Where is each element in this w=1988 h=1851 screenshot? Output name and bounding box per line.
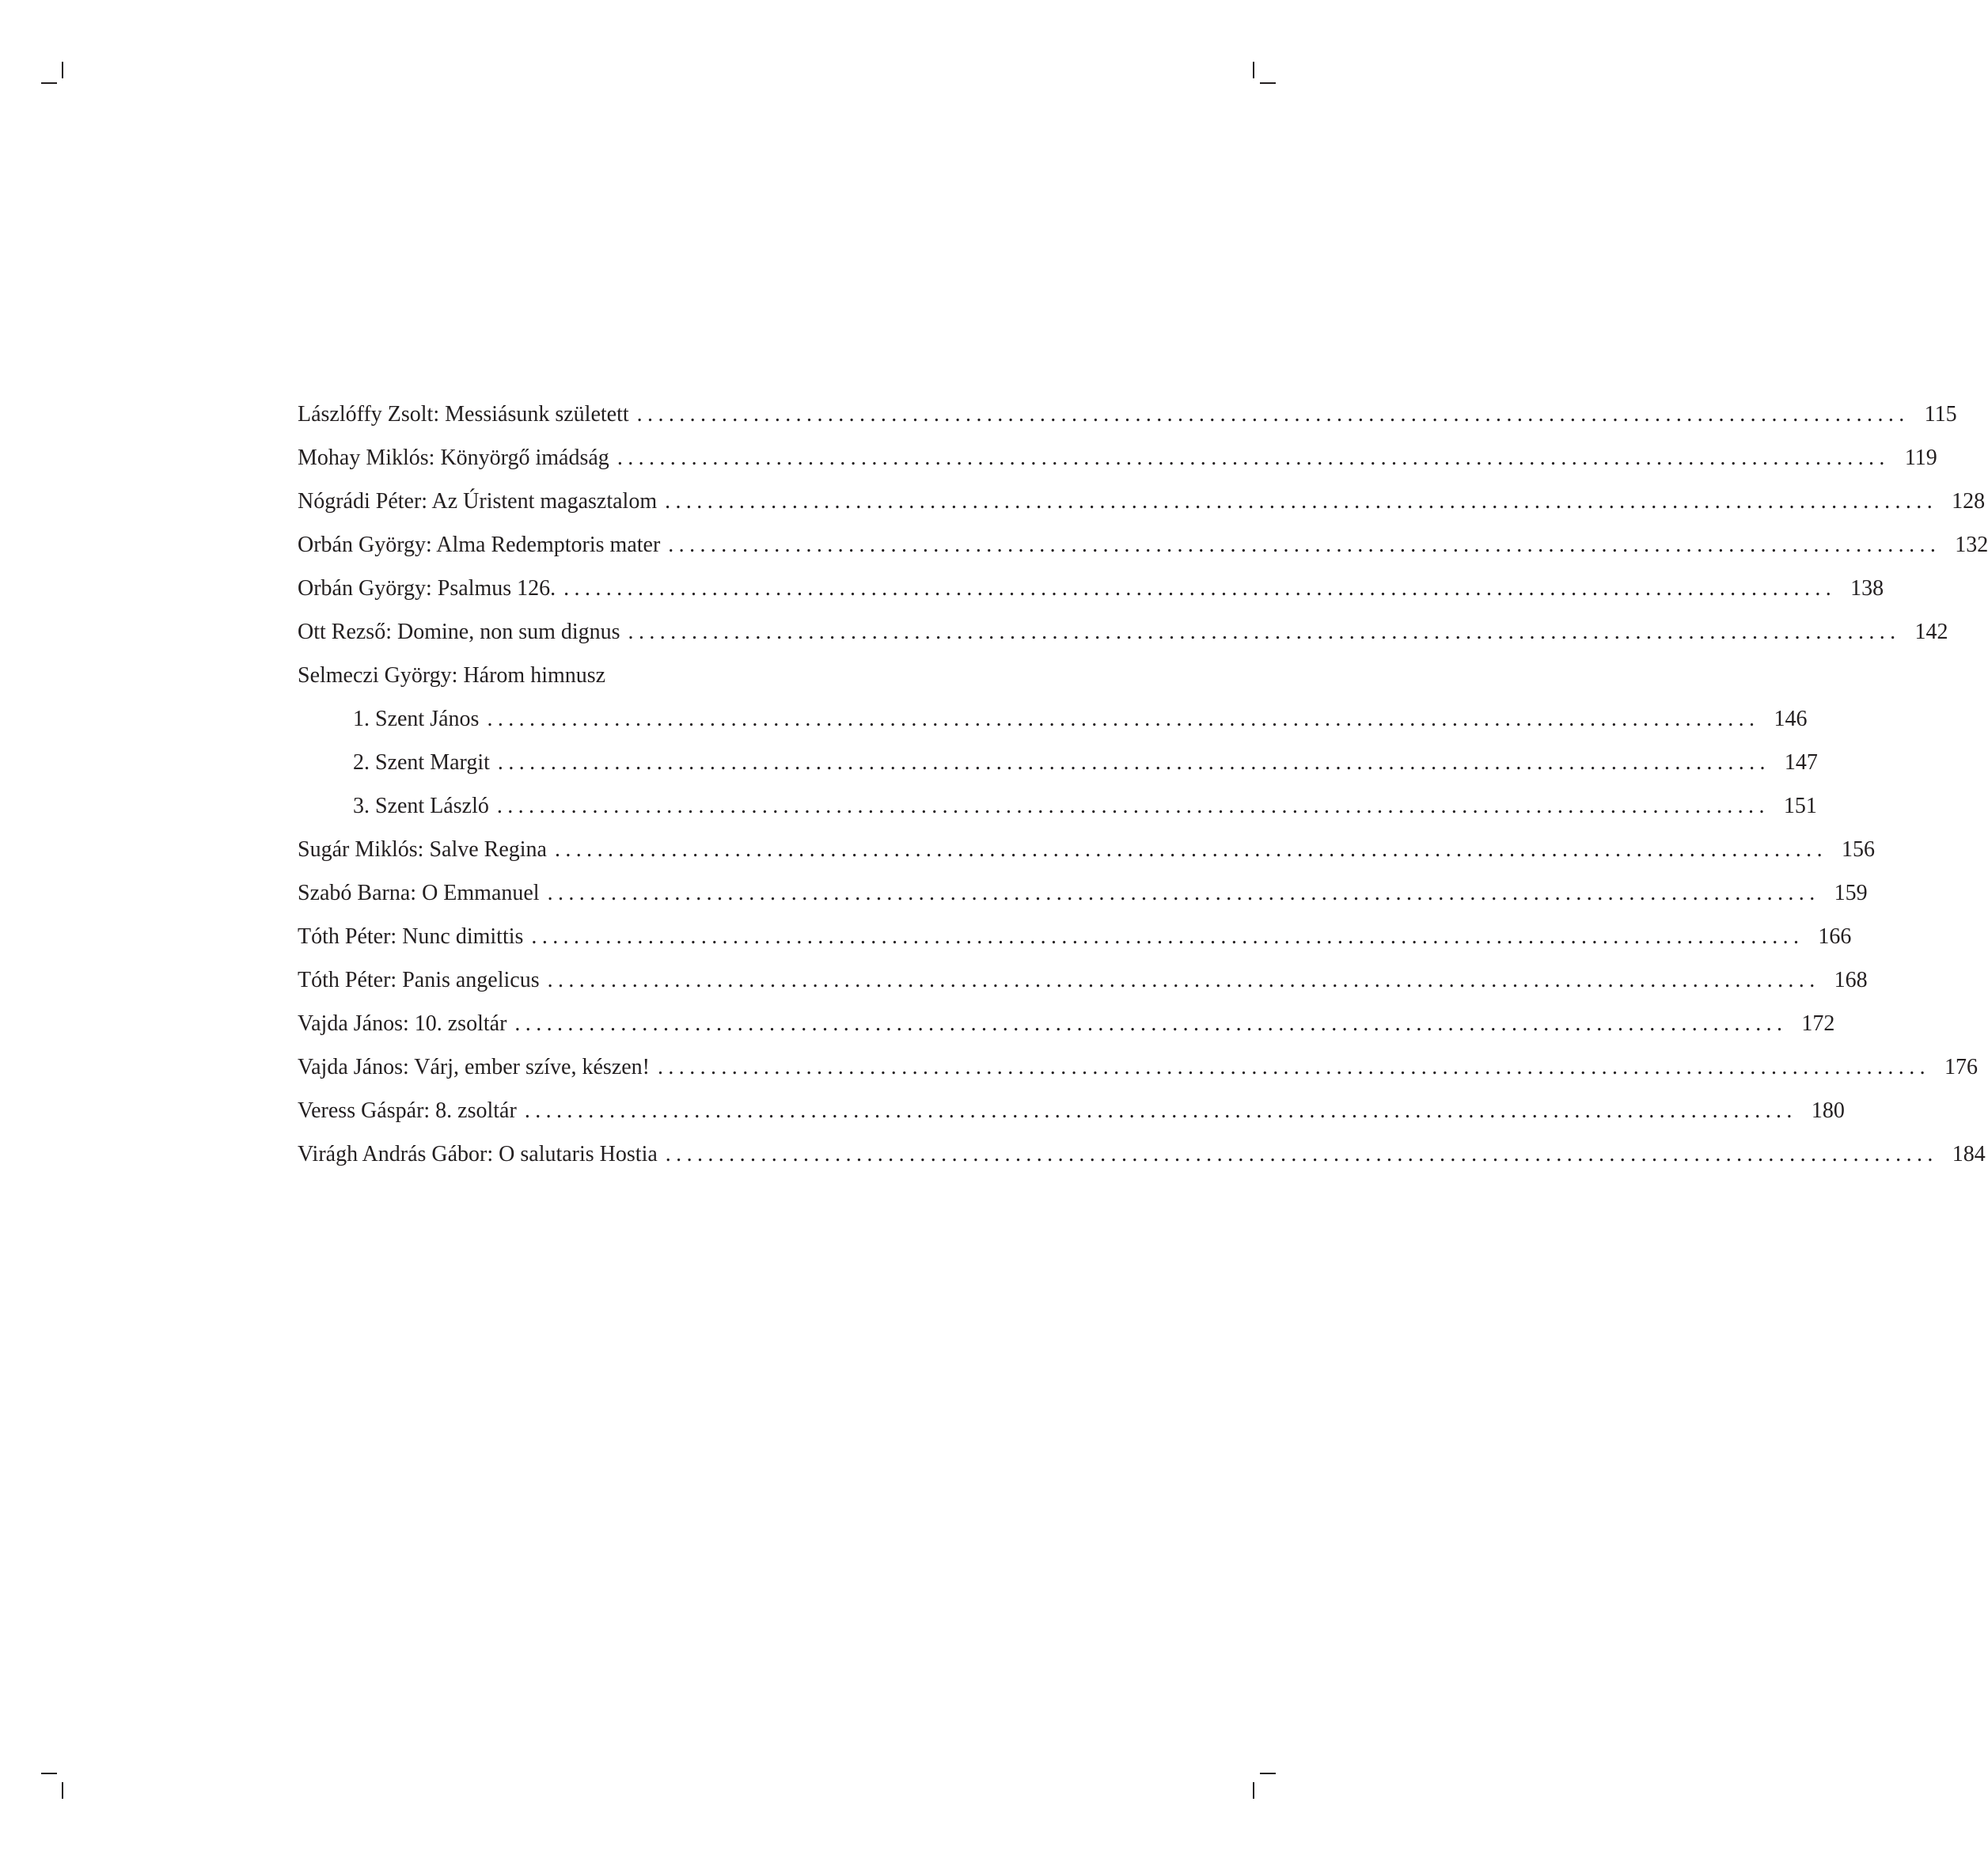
toc-entry: [298, 1002, 1835, 1045]
toc-entry: [298, 915, 1852, 958]
toc-entry-title: Selmeczi György: Három himnusz: [298, 663, 606, 688]
dot-leader: ........................................................................................................................: [668, 533, 1941, 557]
dot-leader: ........................................................................................................................: [617, 446, 1890, 470]
toc-entry-page: 166: [1818, 924, 1852, 949]
toc-entry: [298, 610, 1948, 654]
dot-leader: ........................................................................................................................: [487, 707, 1760, 731]
toc-entry-title: Vajda János: Várj, ember szíve, készen!: [298, 1055, 650, 1079]
dot-leader: ........................................................................................................................: [514, 1011, 1788, 1036]
toc-entry-title: Sugár Miklós: Salve Regina: [298, 837, 547, 862]
toc-entry-page: 119: [1904, 446, 1937, 470]
toc-entry: [298, 1132, 1986, 1176]
dot-leader: ........................................................................................................................: [496, 794, 1770, 818]
crop-mark-bottom-right-v: [1253, 1782, 1254, 1799]
toc-entry-page: 156: [1841, 837, 1875, 862]
dot-leader: ........................................................................................................................: [665, 1142, 1938, 1166]
toc-section-heading: [298, 654, 1051, 697]
toc-entry: [298, 436, 1937, 480]
toc-entry-page: 180: [1811, 1098, 1845, 1123]
toc-entry-page: 142: [1914, 620, 1948, 644]
toc-entry-title: Virágh András Gábor: O salutaris Hostia: [298, 1142, 658, 1166]
crop-mark-top-left-v: [62, 62, 63, 78]
dot-leader: ........................................................................................................................: [547, 881, 1820, 905]
toc-entry-page: 146: [1774, 707, 1808, 731]
toc-subentry: [298, 784, 1817, 828]
toc-entry-page: 151: [1783, 794, 1817, 818]
toc-entry-title: Nógrádi Péter: Az Úristent magasztalom: [298, 489, 658, 514]
toc-entry-page: 176: [1944, 1055, 1978, 1079]
toc-entry-title: 2. Szent Margit: [353, 750, 490, 775]
toc-entry-title: 3. Szent László: [353, 794, 489, 818]
toc-entry-title: Orbán György: Psalmus 126.: [298, 576, 556, 601]
toc-entry-title: Ott Rezső: Domine, non sum dignus: [298, 620, 620, 644]
toc-entry-page: 115: [1924, 402, 1957, 427]
dot-leader: ........................................................................................................................: [658, 1055, 1930, 1079]
toc-subentry: [298, 697, 1808, 741]
toc-entry: [298, 1089, 1845, 1132]
dot-leader: ........................................................................................................................: [524, 1098, 1797, 1123]
crop-mark-top-left-h: [41, 82, 57, 84]
toc-entry-page: 138: [1850, 576, 1884, 601]
toc-entry: [298, 871, 1868, 915]
crop-mark-bottom-left-v: [62, 1782, 63, 1799]
dot-leader: ........................................................................................................................: [554, 837, 1827, 862]
toc-entry: [298, 567, 1884, 610]
crop-mark-top-right-h: [1260, 82, 1276, 84]
toc-entry-page: 172: [1801, 1011, 1835, 1036]
crop-mark-bottom-left-h: [41, 1773, 57, 1774]
dot-leader: ........................................................................................................................: [531, 924, 1804, 949]
toc-entry-title: Tóth Péter: Panis angelicus: [298, 968, 540, 992]
toc-subentry: [298, 741, 1818, 784]
dot-leader: ........................................................................................................................: [636, 402, 1910, 427]
toc-entry-title: Szabó Barna: O Emmanuel: [298, 881, 540, 905]
toc-entry-page: 128: [1952, 489, 1986, 514]
toc-entry-title: Vajda János: 10. zsoltár: [298, 1011, 507, 1036]
toc-entry-title: 1. Szent János: [353, 707, 480, 731]
toc-entry-page: 132: [1955, 533, 1988, 557]
table-of-contents: [298, 393, 1988, 1176]
toc-entry-title: Tóth Péter: Nunc dimittis: [298, 924, 524, 949]
toc-entry-title: Lászlóffy Zsolt: Messiásunk született: [298, 402, 629, 427]
dot-leader: ........................................................................................................................: [547, 968, 1820, 992]
toc-entry-page: 147: [1784, 750, 1818, 775]
toc-entry: [298, 828, 1875, 871]
toc-entry: [298, 480, 1986, 523]
toc-entry: [298, 958, 1868, 1002]
toc-entry: [298, 393, 1957, 436]
toc-entry-page: 184: [1952, 1142, 1986, 1166]
dot-leader: ........................................................................................................................: [563, 576, 1837, 601]
toc-entry-page: 159: [1834, 881, 1868, 905]
dot-leader: ........................................................................................................................: [665, 489, 1938, 514]
crop-mark-top-right-v: [1253, 62, 1254, 78]
toc-entry: [298, 1045, 1978, 1089]
dot-leader: ........................................................................................................................: [628, 620, 1901, 644]
toc-entry-title: Mohay Miklós: Könyörgő imádság: [298, 446, 609, 470]
toc-entry-title: Orbán György: Alma Redemptoris mater: [298, 533, 661, 557]
dot-leader: ........................................................................................................................: [497, 750, 1770, 775]
toc-entry-page: 168: [1834, 968, 1868, 992]
crop-mark-bottom-right-h: [1260, 1773, 1276, 1774]
toc-entry: [298, 523, 1988, 567]
toc-entry-title: Veress Gáspár: 8. zsoltár: [298, 1098, 517, 1123]
